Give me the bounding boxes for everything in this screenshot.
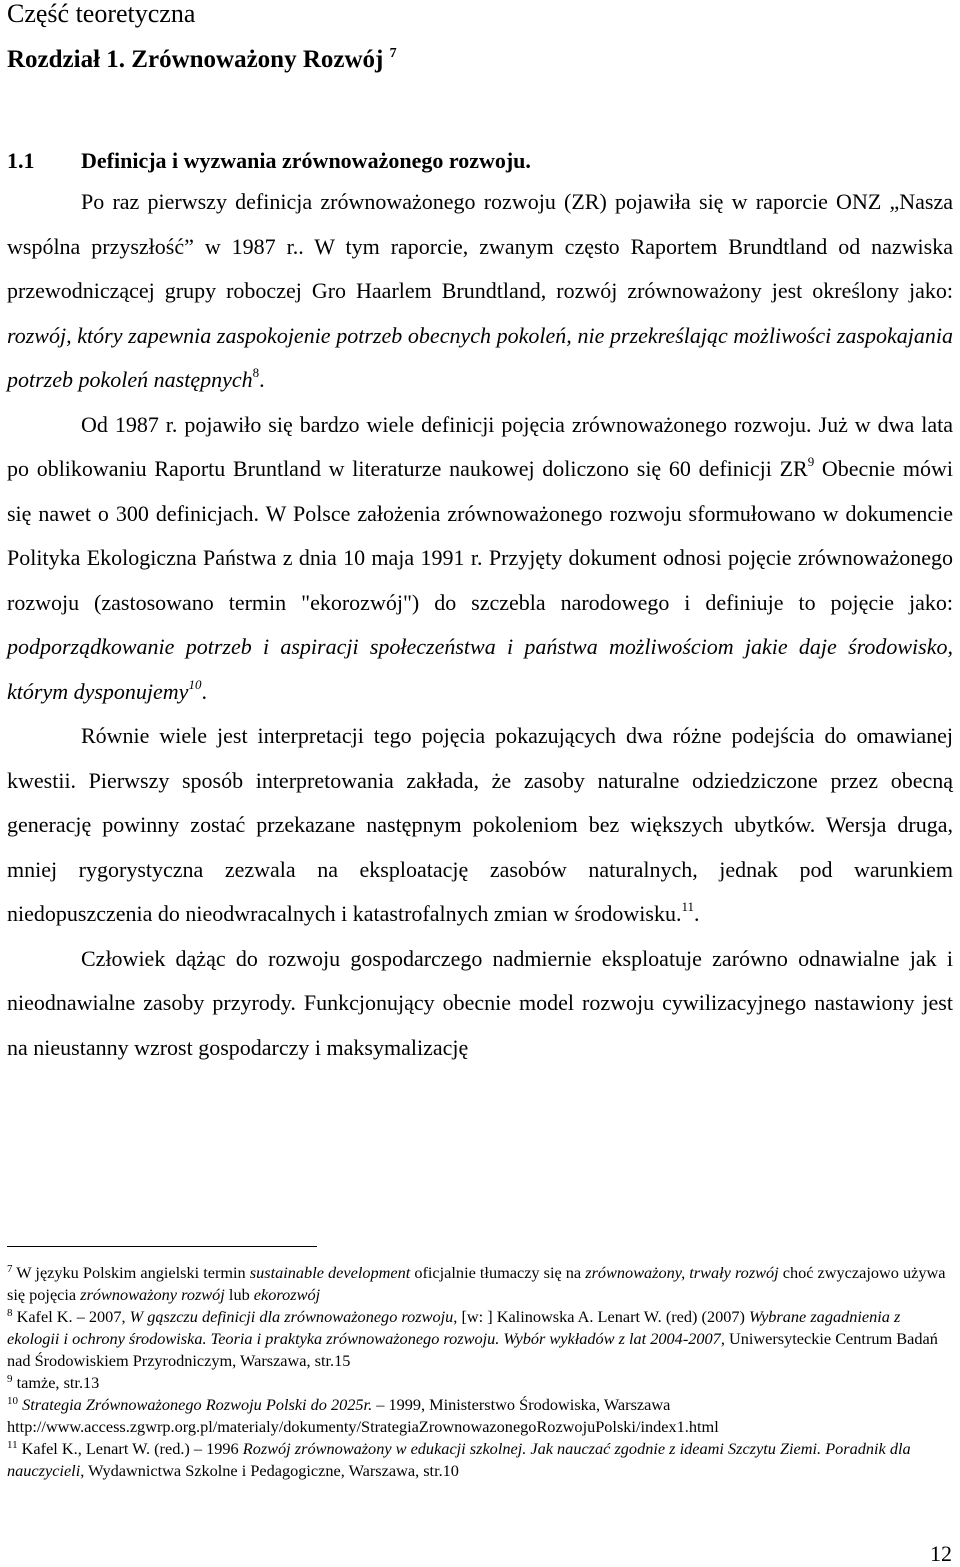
footnote: $^{10}$ Strategia Zrównoważonego Rozwoju Polski do 2025r. – 1999, Ministerstwo Środowiska, Warszawa http://www.access.zgwrp.org.pl/materialy/dokumenty/StrategiaZrownowazonegoRozwojuPolski/index1.html (7, 1395, 719, 1436)
footnote-ref[interactable]: 11 (681, 899, 694, 914)
footnote-ref[interactable]: 9 (807, 454, 815, 469)
footnotes (7, 1262, 953, 1482)
footnote-separator (7, 1246, 317, 1247)
section-heading (7, 141, 953, 181)
body-text (7, 180, 953, 1070)
chapter-heading (7, 40, 953, 80)
footnote-ref[interactable]: 10 (188, 676, 202, 692)
quoted-definition: rozwój, który zapewnia zaspokojenie potrzeb obecnych pokoleń, nie przekreślając możliwości zaspokajania potrzeb pokoleń następnych (7, 322, 953, 392)
section-number: 1.1 (7, 148, 35, 173)
footnote-number: 9 (7, 1373, 13, 1385)
footnote: $^9$ tamże, str.13 (7, 1373, 100, 1392)
page-number: 12 (930, 1541, 952, 1566)
paragraph: Równie wiele jest interpretacji tego pojęcia pokazujących dwa różne podejścia do omawianej kwestii. Pierwszy sposób interpretowania zakłada, że zasoby naturalne odziedziczone przez obecną generację powinny zostać przekazane następnym pokoleniom bez większych ubytków. Wersja druga, mniej rygorystyczna zezwala na eksploatację zasobów naturalnych, jednak pod warunkiem niedopuszczenia do nieodwracalnych i katastrofalnych zmian w środowisku.$^{11}$. (7, 723, 953, 926)
chapter-title: Rozdział 1. Zrównoważony Rozwój (7, 46, 384, 73)
paragraph: Człowiek dążąc do rozwoju gospodarczego nadmiernie eksploatuje zarówno odnawialne jak i nieodnawialne zasoby przyrody. Funkcjonujący obecnie model rozwoju cywilizacyjnego nastawiony jest na nieustanny wzrost gospodarczy i maksymalizację (7, 945, 953, 1060)
footnote-number: 11 (7, 1439, 18, 1451)
footnote: $^8$ Kafel K. – 2007, W gąszczu definicji dla zrównoważonego rozwoju, [w: ] Kalinowska A. Lenart W. (red) (2007) Wybrane zagadnienia z ekologii i ochrony środowiska. Teoria i praktyka zrównoważonego rozwoju. Wybór wykładów z lat 2004-2007, Uniwersyteckie Centrum Badań nad Środowiskiem Przyrodniczym, Warszawa, str.15 (7, 1307, 938, 1370)
footnote-number: 10 (7, 1395, 18, 1407)
footnote-ref[interactable]: 7 (389, 46, 397, 61)
footnote: $^{11}$ Kafel K., Lenart W. (red.) – 1996 Rozwój zrównoważony w edukacji szkolnej. Jak nauczać zgodnie z ideami Szczytu Ziemi. Poradnik dla nauczycieli, Wydawnictwa Szkolne i Pedagogiczne, Warszawa, str.10 (7, 1439, 911, 1480)
section-title: Definicja i wyzwania zrównoważonego rozwoju. (81, 148, 531, 173)
quoted-definition: podporządkowanie potrzeb i aspiracji społeczeństwa i państwa możliwościom jakie daje środowisko, którym dysponujemy (7, 634, 953, 704)
footnote-number: 7 (7, 1263, 13, 1275)
footnote-ref[interactable]: 8 (252, 365, 260, 380)
paragraph: Od 1987 r. pojawiło się bardzo wiele definicji pojęcia zrównoważonego rozwoju. Już w dwa lata po oblikowaniu Raportu Bruntland w literaturze naukowej doliczono się 60 definicji $ZR^9$ Obecnie mówi się nawet o 300 definicjach. W Polsce założenia zrównoważonego rozwoju sformułowano w dokumencie Polityka Ekologiczna Państwa z dnia 10 maja 1991 r. Przyjęty dokument odnosi pojęcie zrównoważonego rozwoju (zastosowano termin "ekorozwój") do szczebla narodowego i definiuje to pojęcie jako: podporządkowanie potrzeb i aspiracji społeczeństwa i państwa możliwościom jakie daje środowisko, którym dysponujemy$^{10}$. (7, 411, 954, 704)
footnote: $^7$ W języku Polskim angielski termin sustainable development oficjalnie tłumaczy się na zrównoważony, trwały rozwój choć zwyczajowo używa się pojęcia zrównoważony rozwój lub ekorozwój (7, 1263, 946, 1304)
paragraph: Po raz pierwszy definicja zrównoważonego rozwoju (ZR) pojawiła się w raporcie ONZ „Nasza wspólna przyszłość” w 1987 r.. W tym raporcie, zwanym często Raportem Brundtland od nazwiska przewodniczącej grupy roboczej Gro Haarlem Brundtland, rozwój zrównoważony jest określony jako: rozwój, który zapewnia zaspokojenie potrzeb obecnych pokoleń, nie przekreślając możliwości zaspokajania potrzeb pokoleń następnych$^8$. (7, 189, 953, 392)
part-title: Część teoretyczna (7, 0, 196, 28)
footnote-number: 8 (7, 1307, 13, 1319)
